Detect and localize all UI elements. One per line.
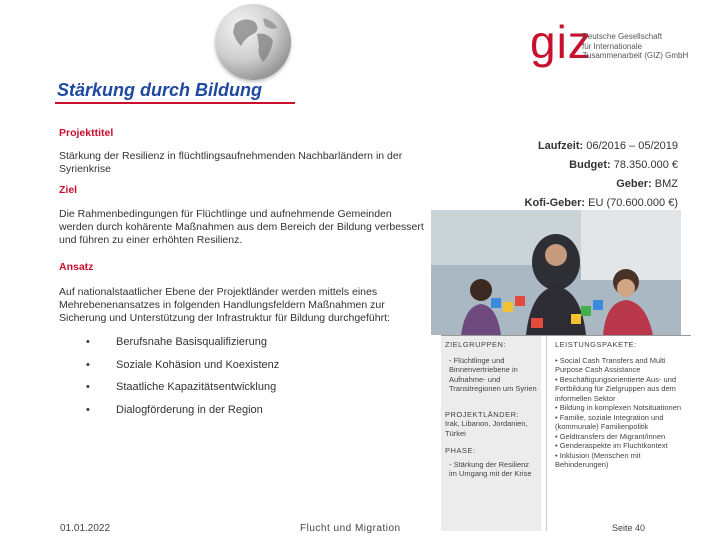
- goal-text: Die Rahmenbedingungen für Flüchtlinge und aufnehmende Gemeinden werden durch kohärente Maßnahmen aus dem Bereich der Bildung verbessert und führen zu einer erhöhten Resilienz.: [59, 208, 424, 246]
- goal-label: Ziel: [59, 184, 78, 196]
- footer-page-number: Seite 40: [612, 523, 646, 533]
- list-item: • Social Cash Transfers and Multi Purpose Cash Assistance: [555, 355, 666, 374]
- bullet-icon: •: [86, 381, 90, 393]
- list-item: • Familie, soziale Integration und (kommunale) Familienpolitik: [555, 412, 664, 431]
- target-groups-heading: ZIELGRUPPEN:: [445, 340, 507, 349]
- list-item: • Bildung in komplexen Notsituationen: [555, 403, 682, 412]
- project-title-text: Stärkung der Resilienz in flüchtlingsaufnehmenden Nachbarländern in der Syrienkrise: [59, 150, 403, 175]
- phase-text: - Stärkung der Resilienz im Umgang mit der Krise: [449, 459, 532, 478]
- logo-line: Zusammenarbeit (GIZ) GmbH: [582, 51, 689, 60]
- budget-row: Budget: 78.350.000 €: [569, 159, 678, 171]
- giz-logo: [530, 12, 710, 72]
- service-packages-list: [555, 356, 687, 470]
- target-groups-text: - Flüchtlinge und Binnenvertriebene in Aufnahme- und Transitregionen um Syrien: [449, 355, 537, 393]
- footer-topic: Flucht und Migration: [300, 523, 401, 534]
- page-title: Stärkung durch Bildung: [57, 80, 262, 100]
- footer-date: 01.01.2022: [60, 523, 111, 534]
- phase-heading: PHASE:: [445, 446, 476, 455]
- list-item: • Inklusion (Menschen mit Behinderungen): [555, 450, 641, 469]
- column-divider: [546, 336, 547, 531]
- project-title-label: Projekttitel: [59, 127, 114, 139]
- bullet-icon: •: [86, 403, 90, 416]
- approach-label: Ansatz: [59, 261, 94, 273]
- project-meta: [378, 137, 678, 213]
- countries-text: Irak, Libanon, Jordanien, Türkei: [445, 419, 528, 438]
- cofunder-row: Kofi-Geber: EU (70.600.000 €): [524, 197, 678, 209]
- donor-row: Geber: BMZ: [616, 178, 678, 190]
- globe-logo: [215, 4, 291, 80]
- countries-heading: PROJEKTLÄNDER:: [445, 409, 520, 419]
- logo-line: für Internationale: [582, 41, 643, 51]
- bullet-icon: •: [86, 336, 90, 348]
- title-divider: [55, 102, 295, 104]
- list-item: • Beschäftigungsorientierte Aus- und Fortbildung für Zielgruppen aus dem informellen Sektor: [555, 374, 677, 403]
- logo-line: Deutsche Gesellschaft: [582, 32, 663, 41]
- target-groups-column: [441, 336, 541, 531]
- service-packages-heading: LEISTUNGSPAKETE:: [555, 340, 637, 349]
- giz-logo-mark: giz: [530, 16, 592, 68]
- list-item: • Genderaspekte im Fluchtkontext: [555, 441, 668, 450]
- giz-logo-text: [582, 32, 710, 61]
- classroom-photo: [431, 210, 681, 335]
- runtime-row: Laufzeit: 06/2016 – 05/2019: [537, 140, 678, 152]
- approach-text: Auf nationalstaatlicher Ebene der Projektländer werden mittels eines Mehrebenenansatzes in folgenden Handlungsfeldern Maßnahmen zur Sicherung und Unterstützung der Infrastruktur für Bildung durchgeführt:: [59, 286, 390, 324]
- list-item: • Geldtransfers der Migrant/innen: [555, 431, 666, 441]
- service-packages-column: [551, 336, 691, 531]
- bullet-icon: •: [86, 358, 90, 371]
